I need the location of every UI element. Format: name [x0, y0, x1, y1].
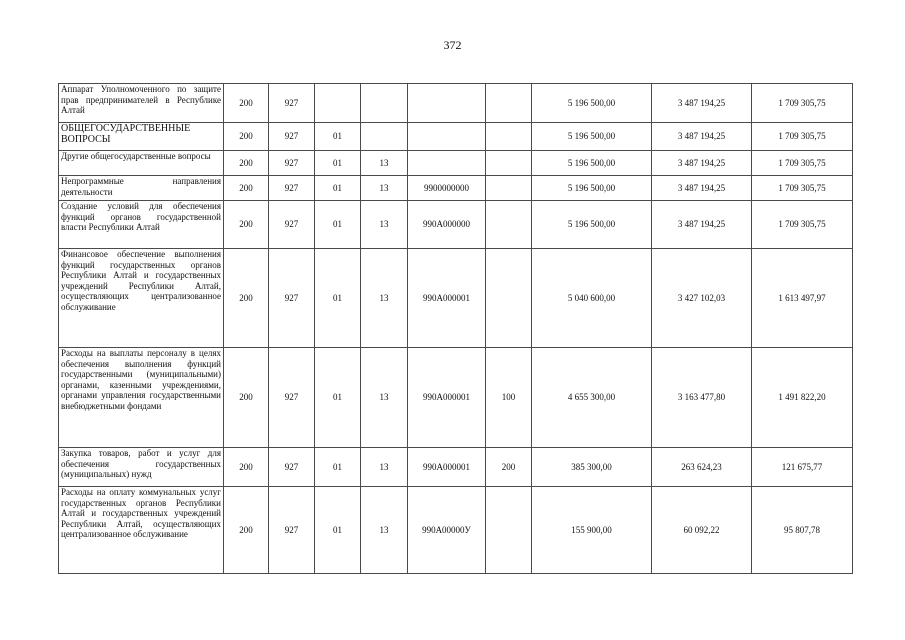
cell-code: 01	[315, 348, 361, 448]
row-name: Расходы на оплату коммунальных услуг государственных органов Республики Алтай и государственных учреждений Республики Алтай, осуществляющих централизованное обслуживание	[59, 487, 224, 574]
cell-code: 927	[269, 448, 315, 487]
cell-code: 927	[269, 348, 315, 448]
cell-code: 200	[224, 84, 269, 123]
cell-amount: 1 709 305,75	[752, 151, 853, 176]
table-row	[59, 151, 853, 176]
cell-amount: 3 163 477,80	[652, 348, 752, 448]
cell-code: 200	[224, 176, 269, 201]
cell-amount: 155 900,00	[532, 487, 652, 574]
table-row	[59, 176, 853, 201]
budget-table	[58, 83, 853, 574]
cell-code: 990А000001	[408, 448, 486, 487]
cell-code: 100	[486, 348, 532, 448]
row-name: Другие общегосударственные вопросы	[59, 151, 224, 176]
table-row	[59, 84, 853, 123]
cell-amount: 3 487 194,25	[652, 123, 752, 151]
table-row	[59, 448, 853, 487]
cell-code: 13	[361, 249, 408, 348]
cell-amount: 121 675,77	[752, 448, 853, 487]
cell-amount: 1 613 497,97	[752, 249, 853, 348]
cell-code	[486, 176, 532, 201]
cell-code: 13	[361, 487, 408, 574]
cell-code	[486, 487, 532, 574]
cell-amount: 263 624,23	[652, 448, 752, 487]
row-name: Закупка товаров, работ и услуг для обеспечения государственных (муниципальных) нужд	[59, 448, 224, 487]
cell-code: 200	[224, 448, 269, 487]
cell-amount: 3 487 194,25	[652, 84, 752, 123]
table-row	[59, 123, 853, 151]
cell-amount: 5 196 500,00	[532, 151, 652, 176]
cell-code: 200	[224, 123, 269, 151]
cell-code	[408, 84, 486, 123]
cell-code: 13	[361, 176, 408, 201]
cell-code	[315, 84, 361, 123]
cell-code: 01	[315, 151, 361, 176]
cell-code: 927	[269, 176, 315, 201]
cell-amount: 5 196 500,00	[532, 84, 652, 123]
cell-code: 200	[224, 151, 269, 176]
cell-amount: 3 487 194,25	[652, 151, 752, 176]
row-name: ОБЩЕГОСУДАРСТВЕННЫЕ ВОПРОСЫ	[59, 123, 224, 151]
cell-amount: 3 487 194,25	[652, 201, 752, 249]
cell-amount: 5 196 500,00	[532, 123, 652, 151]
cell-amount: 385 300,00	[532, 448, 652, 487]
cell-code: 200	[224, 201, 269, 249]
row-name: Создание условий для обеспечения функций органов государственной власти Республики Алтай	[59, 201, 224, 249]
cell-amount: 5 040 600,00	[532, 249, 652, 348]
row-name: Финансовое обеспечение выполнения функций государственных органов Республики Алтай и государственных учреждений Республики Алтай, осуществляющих централизованное обслуживание	[59, 249, 224, 348]
cell-amount: 5 196 500,00	[532, 176, 652, 201]
cell-amount: 1 709 305,75	[752, 84, 853, 123]
cell-amount: 1 709 305,75	[752, 201, 853, 249]
cell-code: 200	[224, 348, 269, 448]
cell-code	[408, 123, 486, 151]
cell-code: 9900000000	[408, 176, 486, 201]
cell-code: 01	[315, 123, 361, 151]
cell-code: 927	[269, 249, 315, 348]
row-name: Непрограммные направления деятельности	[59, 176, 224, 201]
cell-code: 13	[361, 151, 408, 176]
cell-code: 01	[315, 176, 361, 201]
cell-code: 01	[315, 487, 361, 574]
cell-code: 01	[315, 201, 361, 249]
cell-code: 927	[269, 151, 315, 176]
row-name: Аппарат Уполномоченного по защите прав предпринимателей в Республике Алтай	[59, 84, 224, 123]
cell-code: 01	[315, 448, 361, 487]
cell-code	[486, 123, 532, 151]
cell-code: 13	[361, 448, 408, 487]
cell-amount: 1 709 305,75	[752, 176, 853, 201]
row-name: Расходы на выплаты персоналу в целях обеспечения выполнения функций государственными (муниципальными) органами, казенными учреждениями, органами управления государственными внебюджетными фондами	[59, 348, 224, 448]
table-row	[59, 348, 853, 448]
cell-code: 200	[224, 249, 269, 348]
cell-code: 13	[361, 201, 408, 249]
cell-code	[486, 201, 532, 249]
cell-amount: 1 709 305,75	[752, 123, 853, 151]
cell-code: 01	[315, 249, 361, 348]
cell-code: 200	[224, 487, 269, 574]
table-row	[59, 487, 853, 574]
cell-code: 13	[361, 348, 408, 448]
cell-amount: 60 092,22	[652, 487, 752, 574]
cell-code	[486, 249, 532, 348]
cell-code: 990А000001	[408, 348, 486, 448]
cell-code	[361, 123, 408, 151]
cell-code: 990А000000	[408, 201, 486, 249]
cell-code: 990А00000У	[408, 487, 486, 574]
cell-code: 927	[269, 123, 315, 151]
cell-amount: 3 487 194,25	[652, 176, 752, 201]
cell-amount: 5 196 500,00	[532, 201, 652, 249]
cell-code: 927	[269, 487, 315, 574]
cell-code	[408, 151, 486, 176]
table-row	[59, 249, 853, 348]
cell-code	[361, 84, 408, 123]
cell-amount: 4 655 300,00	[532, 348, 652, 448]
cell-code: 927	[269, 201, 315, 249]
cell-code	[486, 84, 532, 123]
table-row	[59, 201, 853, 249]
cell-code: 200	[486, 448, 532, 487]
cell-code: 990А000001	[408, 249, 486, 348]
page-number: 372	[443, 38, 462, 52]
cell-amount: 1 491 822,20	[752, 348, 853, 448]
cell-code: 927	[269, 84, 315, 123]
cell-code	[486, 151, 532, 176]
cell-amount: 3 427 102,03	[652, 249, 752, 348]
cell-amount: 95 807,78	[752, 487, 853, 574]
